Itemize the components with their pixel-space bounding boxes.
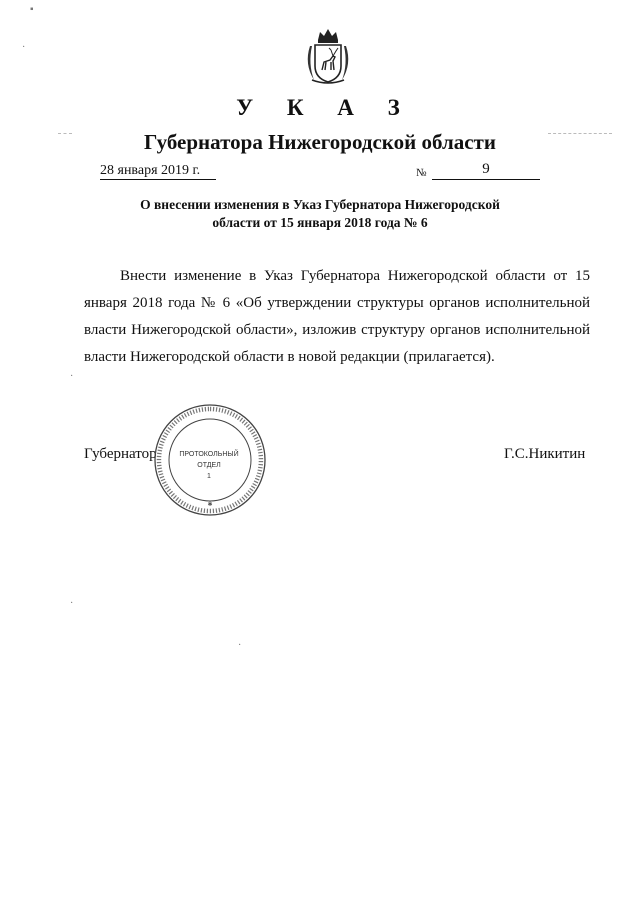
document-date: 28 января 2019 г. xyxy=(100,163,216,180)
subject-line-2: области от 15 января 2018 года № 6 xyxy=(212,215,428,230)
number-sign: № xyxy=(416,167,427,179)
scan-artifact-line xyxy=(58,133,72,134)
stamp-inner-text xyxy=(166,449,252,482)
body-paragraph: Внести изменение в Указ Губернатора Нижегородской области от 15 января 2018 года № 6 «Об утверждении структуры органов исполнительной власти Нижегородской области», изложив структуру органов исполнительной власти Нижегородской области в новой редакции (прилагается). xyxy=(84,268,590,365)
stamp-line-3: 1 xyxy=(207,473,211,480)
scan-speck: · xyxy=(70,371,74,382)
document-number: 9 xyxy=(482,161,490,177)
scan-speck: · xyxy=(238,640,242,651)
scan-speck: ▪ xyxy=(30,4,34,15)
svg-text:✱: ✱ xyxy=(207,502,213,508)
coat-of-arms-emblem xyxy=(300,26,356,86)
stamp-line-2: ОТДЕЛ xyxy=(197,462,221,469)
document-subject xyxy=(100,196,540,232)
document-type-heading: У К А З xyxy=(236,95,414,120)
signature-title: Губернатор xyxy=(84,446,157,462)
signature-name: Г.С.Никитин xyxy=(504,446,586,462)
stamp-line-1: ПРОТОКОЛЬНЫЙ xyxy=(179,451,239,458)
scan-artifact-line xyxy=(548,133,612,134)
scan-speck: · xyxy=(70,598,74,609)
scan-speck: · xyxy=(22,42,26,53)
subject-line-1: О внесении изменения в Указ Губернатора Нижегородской xyxy=(140,197,500,212)
issuer-heading: Губернатора Нижегородской области xyxy=(144,130,496,154)
